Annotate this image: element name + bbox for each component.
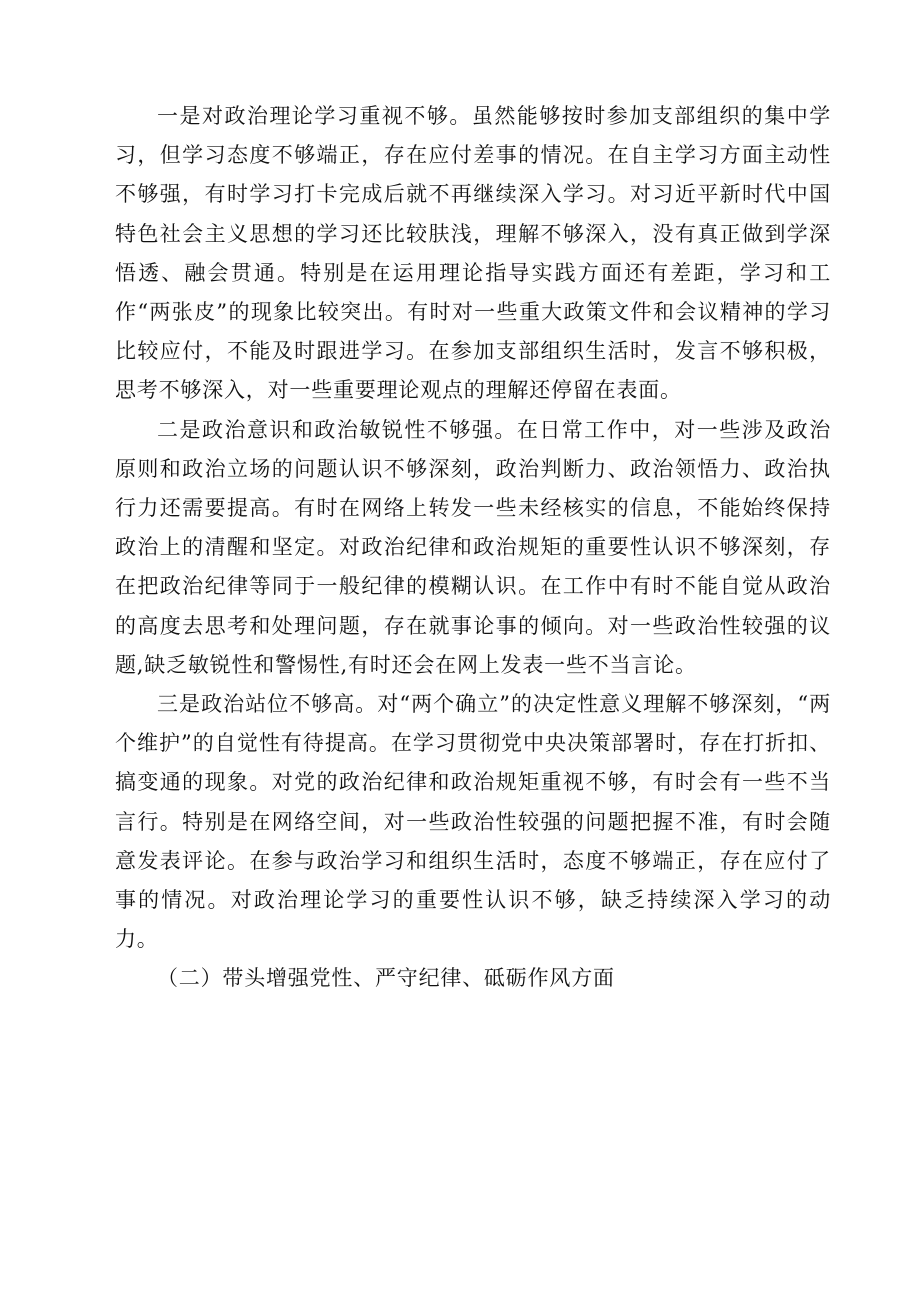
section-heading: （二）带头增强党性、严守纪律、砥砺作风方面 [157, 966, 615, 991]
paragraph-2: 二是政治意识和政治敏锐性不够强。在日常工作中，对一些涉及政治原则和政治立场的问题认识不够深刻，政治判断力、政治领悟力、政治执行力还需要提高。有时在网络上转发一些未经核实的信息，不能始终保持政治上的清醒和坚定。对政治纪律和政治规矩的重要性认识不够深刻，存在把政治纪律等同于一般纪律的模糊认识。在工作中有时不能自觉从政治的高度去思考和处理问题，存在就事论事的倾向。对一些政治性较强的议题,缺乏敏锐性和警惕性,有时还会在网上发表一些不当言论。 [115, 417, 831, 677]
document-body [115, 97, 831, 999]
paragraph-1: 一是对政治理论学习重视不够。虽然能够按时参加支部组织的集中学习，但学习态度不够端正，存在应付差事的情况。在自主学习方面主动性不够强，有时学习打卡完成后就不再继续深入学习。对习近平新时代中国特色社会主义思想的学习还比较肤浅，理解不够深入，没有真正做到学深悟透、融会贯通。特别是在运用理论指导实践方面还有差距，学习和工作“两张皮”的现象比较突出。有时对一些重大政策文件和会议精神的学习比较应付，不能及时跟进学习。在参加支部组织生活时，发言不够积极，思考不够深入，对一些重要理论观点的理解还停留在表面。 [115, 104, 831, 403]
paragraph-3: 三是政治站位不够高。对“两个确立”的决定性意义理解不够深刻，“两个维护”的自觉性有待提高。在学习贯彻党中央决策部署时，存在打折扣、搞变通的现象。对党的政治纪律和政治规矩重视不够，有时会有一些不当言行。特别是在网络空间，对一些政治性较强的问题把握不准，有时会随意发表评论。在参与政治学习和组织生活时，态度不够端正，存在应付了事的情况。对政治理论学习的重要性认识不够，缺乏持续深入学习的动力。 [115, 692, 831, 952]
